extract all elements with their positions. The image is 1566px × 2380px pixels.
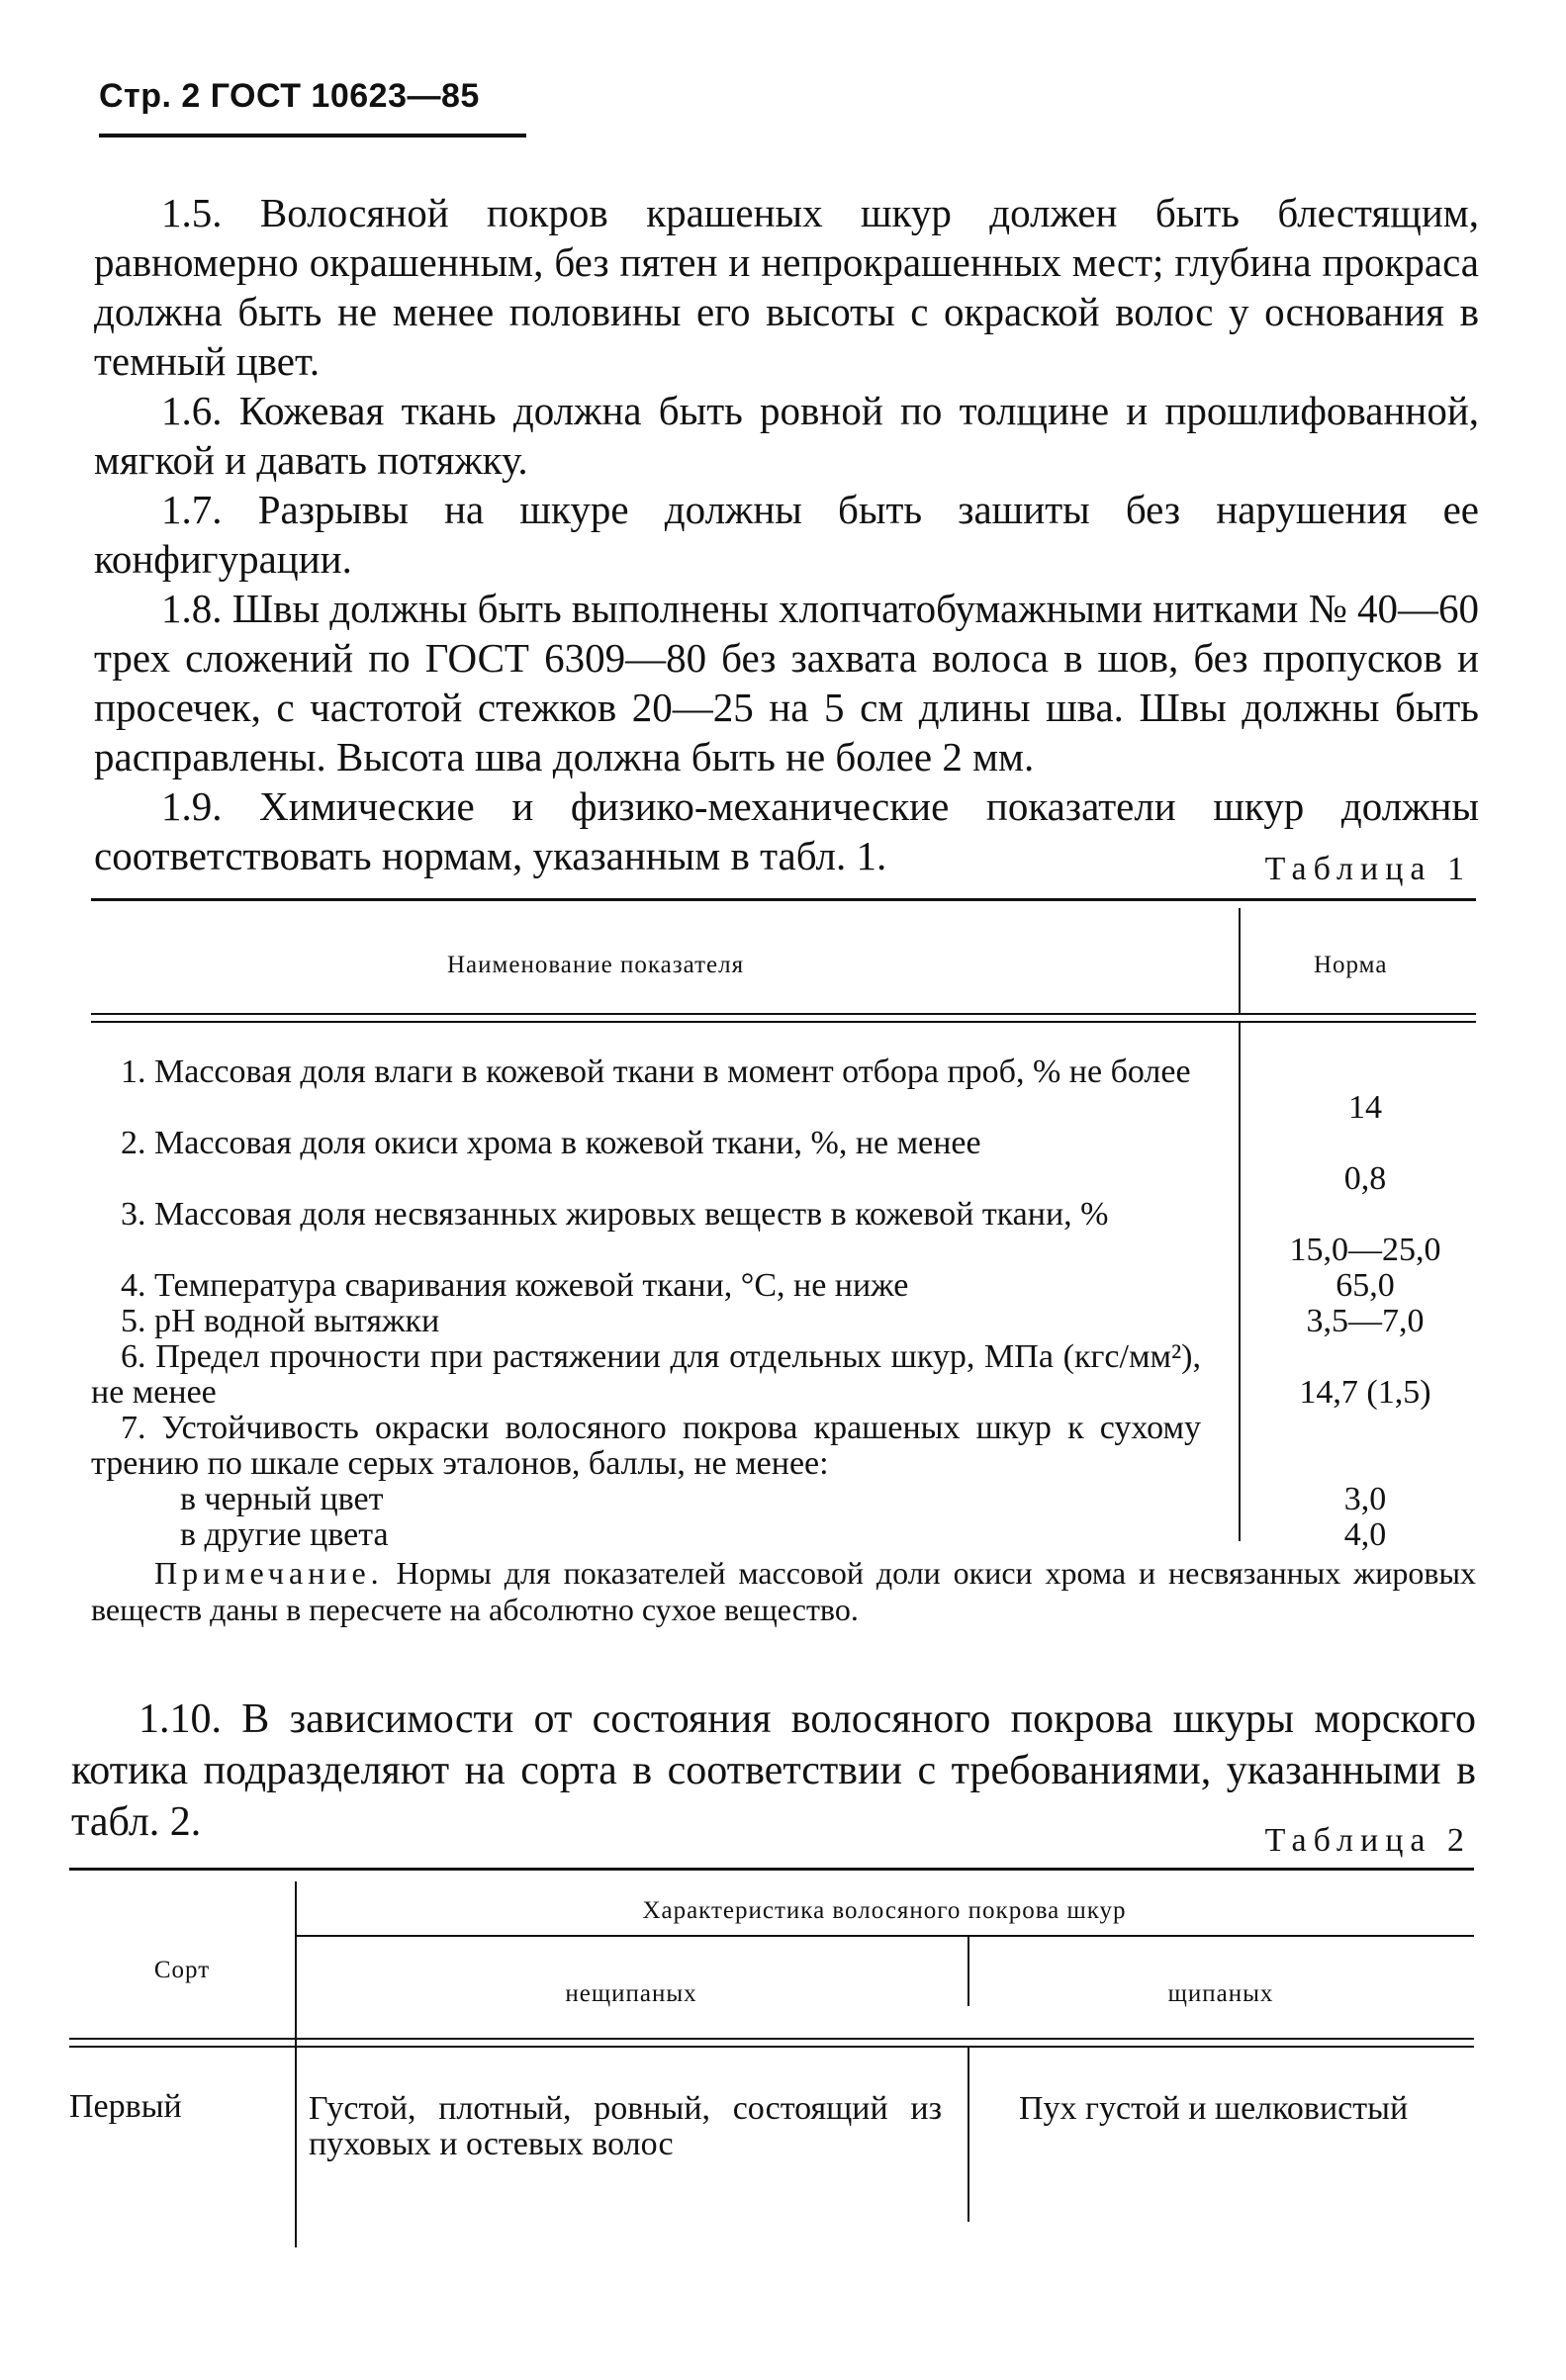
table1-row: 2. Массовая доля окиси хрома в кожевой ткани, %, не менее bbox=[121, 1125, 981, 1161]
table1-row: 1. Массовая доля влаги в кожевой ткани в момент отбора проб, % не более bbox=[121, 1053, 1191, 1090]
table1-row: 4. Температура сваривания кожевой ткани, °С, не ниже bbox=[121, 1267, 909, 1304]
table1-row: 5. pH водной вытяжки bbox=[121, 1303, 440, 1339]
table2-header-characteristic: Характеристика волосяного покрова шкур bbox=[642, 1897, 1127, 1924]
table1-header-name: Наименование показателя bbox=[447, 952, 745, 978]
table1-value: 14 bbox=[1348, 1089, 1382, 1126]
table1-value: 14,7 (1,5) bbox=[1299, 1374, 1431, 1411]
table2-header-plucked: щипаных bbox=[1167, 1980, 1274, 2007]
paragraph-1-9: 1.9. Химические и физико-механические показатели шкур должны соответствовать нормам, указанным в табл. 1. bbox=[94, 783, 1480, 878]
table-1 bbox=[91, 898, 1476, 1553]
table1-value: 0,8 bbox=[1343, 1160, 1387, 1197]
table1-row: 6. Предел прочности при растяжении для отдельных шкур, МПа (кгс/мм²), не менее bbox=[91, 1338, 1201, 1411]
table1-header-rule-a bbox=[91, 1013, 1476, 1015]
table1-value: 4,0 bbox=[1343, 1516, 1387, 1553]
table1-value: 15,0—25,0 bbox=[1289, 1232, 1441, 1268]
paragraph-1-5: 1.5. Волосяной покров крашеных шкур должен быть блестящим, равномерно окрашенным, без пятен и непрокрашенных мест; глубина прокраса должна быть не менее половины его высоты с окраской волос у основания в темный цвет. bbox=[94, 190, 1480, 384]
page-label: Стр. 2 bbox=[99, 77, 201, 115]
paragraph-1-10: 1.10. В зависимости от состояния волосяного покрова шкуры морского котика подразделяют на сорта в соответствии с требованиями, указанными в табл. 2. bbox=[71, 1696, 1477, 1845]
table2-grade-cell: Первый bbox=[69, 2088, 182, 2125]
table2-header-rule-b bbox=[69, 2046, 1474, 2048]
paragraph-1-7: 1.7. Разрывы на шкуре должны быть зашиты без нарушения ее конфигурации. bbox=[94, 487, 1480, 582]
page-header bbox=[99, 77, 480, 116]
table1-value: 3,0 bbox=[1343, 1481, 1387, 1517]
paragraph-1-6: 1.6. Кожевая ткань должна быть ровной по толщине и прошлифованной, мягкой и давать потяжку. bbox=[94, 388, 1480, 483]
table2-header-rule-a bbox=[69, 2038, 1474, 2040]
table1-row: 3. Массовая доля несвязанных жировых веществ в кожевой ткани, % bbox=[121, 1196, 1109, 1233]
table2-top-rule bbox=[69, 1868, 1474, 1871]
table2-plucked-cell: Пух густой и шелковистый bbox=[1019, 2090, 1409, 2127]
note-text: Нормы для показателей массовой доли окиси хрома и несвязанных жировых веществ даны в пересчете на абсолютно сухое вещество. bbox=[91, 1555, 1476, 1627]
table1-top-rule bbox=[91, 898, 1476, 901]
table1-header-norm: Норма bbox=[1314, 952, 1388, 978]
table1-value: 3,5—7,0 bbox=[1306, 1303, 1425, 1339]
table2-subheader-rule bbox=[295, 1935, 1474, 1937]
standard-number: ГОСТ 10623—85 bbox=[210, 77, 480, 115]
table1-row: 7. Устойчивость окраски волосяного покрова крашеных шкур к сухому трению по шкале серых эталонов, баллы, не менее: bbox=[91, 1410, 1201, 1482]
table2-body-divider bbox=[967, 2048, 969, 2222]
table1-header-divider bbox=[1239, 908, 1241, 1015]
table1-caption: Таблица 1 bbox=[1264, 851, 1471, 887]
table2-header-unplucked: нещипаных bbox=[565, 1980, 697, 2007]
table-2 bbox=[69, 1868, 1474, 2224]
table2-unplucked-cell: Густой, плотный, ровный, состоящий из пуховых и остевых волос bbox=[309, 2090, 942, 2162]
table1-value: 65,0 bbox=[1336, 1267, 1395, 1304]
table1-row: в черный цвет bbox=[180, 1481, 384, 1517]
table1-header-rule-b bbox=[91, 1021, 1476, 1023]
table1-body-divider bbox=[1239, 1023, 1241, 1541]
table1-note bbox=[91, 1555, 1476, 1628]
paragraph-1-8: 1.8. Швы должны быть выполнены хлопчатобумажными нитками № 40—60 трех сложений по ГОСТ 6309—80 без захвата волоса в шов, без пропусков и просечек, с частотой стежков 20—25 на 5 см длины шва. Швы должны быть расправлены. Высота шва должна быть не более 2 мм. bbox=[94, 586, 1479, 779]
table1-row: в другие цвета bbox=[180, 1516, 389, 1553]
table2-header-grade: Сорт bbox=[153, 1957, 211, 1983]
table2-caption: Таблица 2 bbox=[1264, 1822, 1471, 1859]
note-label: Примечание. bbox=[154, 1555, 384, 1591]
header-rule bbox=[99, 134, 526, 137]
